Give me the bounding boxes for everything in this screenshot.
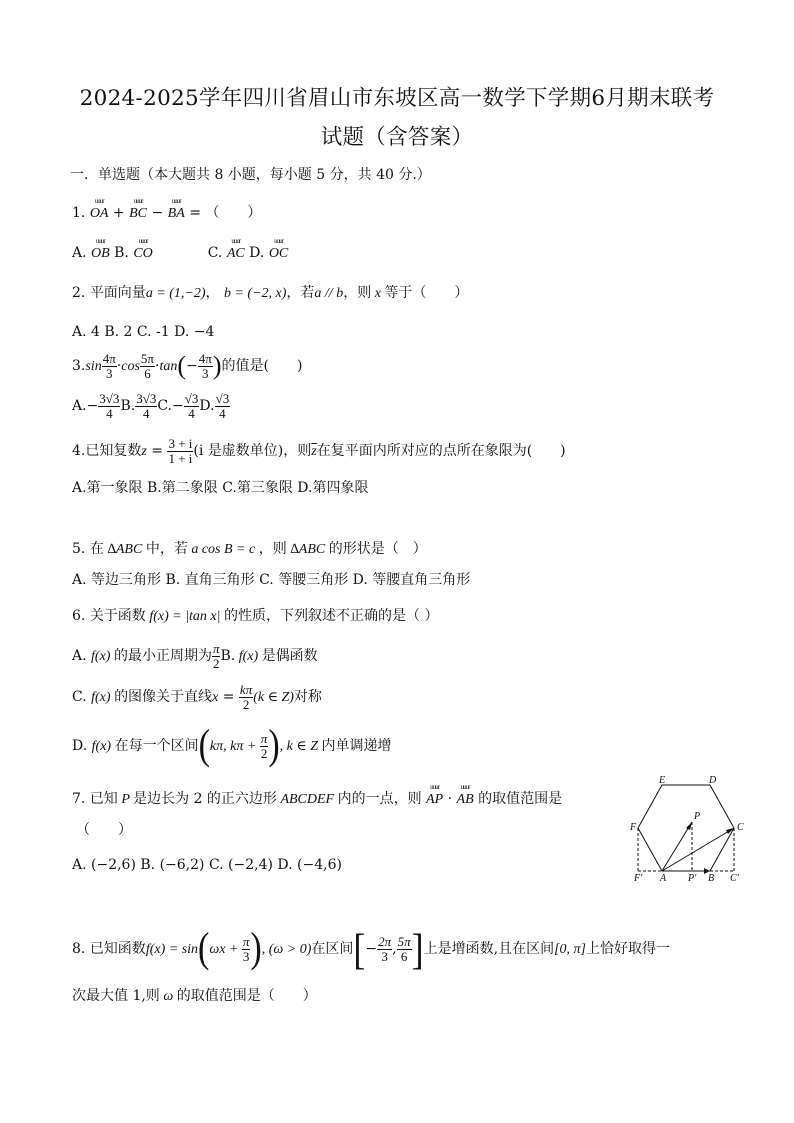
q2-number: 2. — [72, 285, 86, 301]
q1-option-c-label: C. — [207, 245, 223, 261]
label-c-prime: C′ — [730, 873, 739, 882]
q1-option-c: uuur AC — [227, 246, 245, 263]
q6-option-d: D. f(x) 在每一个区间(kπ, kπ + $\frac{\pi}{2}$ ), k ∈ Z 内单调递增 — [72, 722, 392, 769]
q6-option-b-label: B. — [220, 648, 236, 665]
q7-text-a: 已知 — [89, 791, 118, 807]
q1-option-b-label: B. — [114, 245, 129, 261]
arrow-p — [686, 822, 692, 830]
q7-paren: （ ） — [76, 822, 132, 838]
q6-number: 6. — [72, 608, 86, 624]
q3-option-a-label: A. — [72, 398, 87, 415]
q1-expression: uuur OA + uuur BC − uuur BA = — [90, 205, 201, 221]
q5-text-c: ，则 — [258, 541, 287, 557]
q8-text-d: 上恰好取得一 — [586, 941, 670, 957]
q1-option-a-label: A. — [72, 245, 87, 261]
label-f: F — [630, 822, 637, 833]
q8-text-b: 在区间 — [311, 941, 354, 957]
q4-text-a: 已知复数 — [85, 443, 142, 460]
label-c: C — [737, 822, 744, 833]
label-f-prime: F′ — [634, 873, 643, 882]
q5-text-d: 的形状是（ ） — [328, 541, 427, 557]
q5-options: A. 等边三角形 B. 直角三角形 C. 等腰三角形 D. 等腰直角三角形 — [72, 572, 471, 588]
q4-text-b: (i 是虚数单位)，则 — [193, 443, 312, 460]
q8-number: 8. — [72, 941, 86, 957]
question-4: 4.已知复数z = $\frac{3 + i}{1 + i}$ (i 是虚数单位)，则$\overline{z}$在复平面内所对应的点所在象限为( ) — [72, 436, 566, 466]
q2-parallel: a // b — [314, 286, 344, 301]
vector-ac — [662, 828, 734, 871]
q8-line2-text: 次最大值 1,则 — [72, 988, 160, 1004]
q2-options: A. 4 B. 2 C. -1 D. −4 — [72, 324, 215, 340]
q1-option-a: uuur OB — [91, 246, 110, 263]
q7-number: 7. — [72, 791, 86, 807]
q7-options: A. (−2,6) B. (−6,2) C. (−2,4) D. (−4,6) — [72, 857, 342, 873]
q6-option-c-text-a: 的图像关于直线 — [114, 689, 213, 706]
document-title-line2: 试题（含答案） — [320, 125, 474, 150]
label-e: E — [659, 775, 666, 786]
question-3: 3.sin $\frac{4\pi}{3}$ ·cos $\frac{5\pi}{6}$ ·tan(− $\frac{4\pi}{3}$ )的值是( ) — [72, 351, 303, 381]
q6-option-c-text-b: 对称 — [293, 689, 322, 706]
q6-option-d-text-b: 内单调递增 — [321, 738, 392, 754]
question-1 — [72, 205, 261, 223]
q6-option-d-label: D. — [72, 738, 88, 754]
q6-option-a-text: 的最小正周期为 — [113, 648, 212, 665]
section-heading: 一．单选题（本大题共 8 小题，每小题 5 分，共 40 分.） — [70, 167, 431, 183]
q1-options — [72, 245, 288, 263]
q3-tail: 的值是( ) — [221, 358, 303, 375]
q1-option-d-label: D. — [249, 245, 265, 261]
q5-number: 5. — [72, 541, 86, 557]
q6-option-c-label: C. — [72, 689, 87, 706]
q6-option-a-b: A. f(x) 的最小正周期为 $\frac{\pi}{2}$ B. f(x) 是偶函数 — [72, 641, 318, 671]
q2-if: ，若 — [286, 285, 315, 301]
q6-text-a: 关于函数 — [89, 608, 146, 624]
label-b: B — [708, 873, 715, 882]
q1-option-b: uuur CO — [133, 246, 152, 263]
q1-option-d: uuur OC — [269, 246, 288, 263]
question-2: 2. 平面向量a = (1,−2)， b = (−2, x)，若a // b，则 x 等于（ ） — [72, 285, 469, 301]
q3-option-c-label: C. — [157, 398, 172, 415]
q6-option-a-label: A. — [72, 648, 87, 665]
question-6: 6. 关于函数 f(x) = |tan x| 的性质，下列叙述不正确的是（ ） — [72, 608, 439, 624]
q7-text-d: 的取值范围是 — [478, 791, 563, 807]
label-p-prime: P′ — [688, 873, 697, 882]
q6-option-c: C. f(x) 的图像关于直线x = $\frac{k\pi}{2}$ (k ∈ Z)对称 — [72, 682, 322, 712]
q5-text-a: 在 — [89, 541, 104, 557]
q3-options: A.− $\frac{3√3}{4}$ B. $\frac{3√3}{4}$ C.− $\frac{√3}{4}$ D. $\frac{√3}{4}$ — [72, 391, 230, 421]
label-a: A — [660, 873, 667, 882]
q3-option-d-label: D. — [199, 398, 215, 415]
q2-vec-a: a — [145, 286, 153, 301]
label-p: P — [694, 811, 701, 822]
document-title-line1: 2024-2025学年四川省眉山市东坡区高一数学下学期6月期末联考 — [79, 86, 715, 111]
q2-vec-b: b = (−2, x) — [223, 286, 287, 301]
label-d: D — [709, 775, 717, 786]
q1-number: 1. — [72, 205, 86, 221]
q2-comma: ， — [205, 285, 220, 301]
q4-text-c: 在复平面内所对应的点所在象限为( ) — [316, 443, 566, 460]
q5-text-b: 中，若 — [145, 541, 188, 557]
q2-tail: 等于（ ） — [384, 285, 469, 301]
q7-text-b: 是边长为 2 的正六边形 — [133, 791, 277, 807]
q2-then: ，则 — [343, 285, 372, 301]
q8-text-a: 已知函数 — [89, 941, 146, 957]
q8-line2-tail: 的取值范围是（ ） — [176, 988, 317, 1004]
q6-text-b: 的性质，下列叙述不正确的是（ ） — [224, 608, 439, 624]
question-7: 7. 已知 P 是边长为 2 的正六边形 ABCDEF 内的一点，则 uuur AP · uuur AB 的取值范围是 — [72, 791, 562, 809]
q4-options: A.第一象限 B.第二象限 C.第三象限 D.第四象限 — [72, 480, 369, 496]
q7-text-c: 内的一点，则 — [337, 791, 422, 807]
q1-paren: （ ） — [205, 205, 262, 221]
hexagon-figure — [620, 772, 770, 882]
question-5: 5. 在 ∆ABC 中，若 a cos B = c ，则 ∆ABC 的形状是（ ） — [72, 541, 427, 557]
question-8: 8. 已知函数f(x) = sin(ωx + $\frac{\pi}{3}$ ), (ω > 0)在区间[− $\frac{2\pi}{3}$ , $\frac{5\pi}{6}$ ]上是增函数,且在区间[0, π]上恰好取得一 — [72, 925, 670, 973]
q8-line2: 次最大值 1,则 ω 的取值范围是（ ） — [72, 988, 317, 1004]
q6-option-b-text: 是偶函数 — [261, 648, 318, 665]
q8-text-c: 上是增函数,且在区间 — [423, 941, 555, 957]
q6-option-d-text-a: 在每一个区间 — [114, 738, 199, 754]
q3-number: 3. — [72, 358, 86, 375]
vector-ap — [662, 822, 692, 871]
q4-number: 4. — [72, 443, 86, 460]
q2-text: 平面向量 — [89, 285, 146, 301]
q3-option-b-label: B. — [120, 398, 136, 415]
